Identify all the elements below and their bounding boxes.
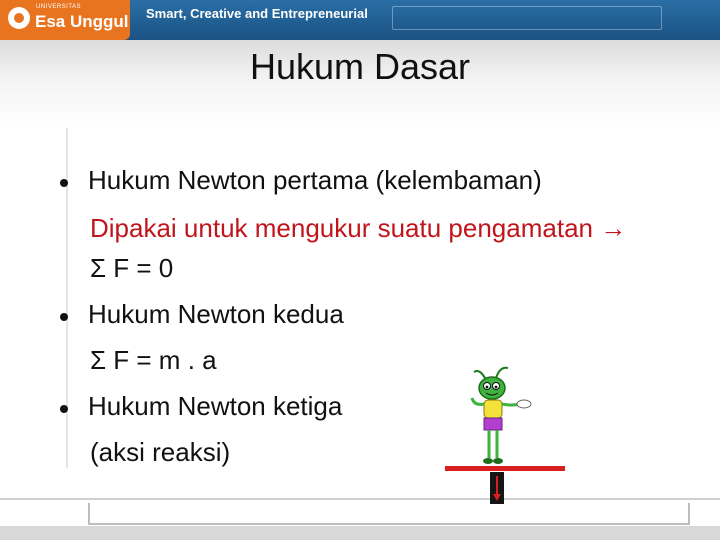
esa-unggul-logo-icon: [8, 7, 30, 29]
bullet-3-text: Hukum Newton ketiga: [88, 391, 343, 421]
header-decor-box: [392, 6, 662, 30]
bullet-dot: [60, 313, 68, 321]
down-arrow-icon: [490, 472, 504, 504]
tagline: Smart, Creative and Entrepreneurial: [146, 6, 368, 21]
ant-character-icon: [462, 362, 542, 467]
header-bar: [0, 0, 720, 40]
ground-line: [445, 466, 565, 471]
bullet-1-sub-1: Dipakai untuk mengukur suatu pengamatan →: [90, 213, 627, 243]
bullet-3-sub-1: (aksi reaksi): [90, 437, 231, 467]
frame-bottom-line: [0, 498, 720, 500]
slide-title: Hukum Dasar: [249, 46, 471, 87]
bullet-2-sub-1: Σ F = m . a: [90, 345, 217, 375]
bullet-dot: [60, 405, 68, 413]
footer-frame: [88, 503, 690, 525]
footer-band: [0, 526, 720, 540]
bullet-1-text: Hukum Newton pertama (kelembaman): [88, 165, 542, 195]
bullet-dot: [60, 179, 68, 187]
bullet-2-text: Hukum Newton kedua: [88, 299, 344, 329]
logo: [0, 0, 130, 40]
bullet-1-sub-2: Σ F = 0: [90, 253, 174, 283]
logo-subtext: UNIVERSITAS: [36, 4, 82, 10]
logo-text: Esa Unggul: [35, 12, 129, 31]
